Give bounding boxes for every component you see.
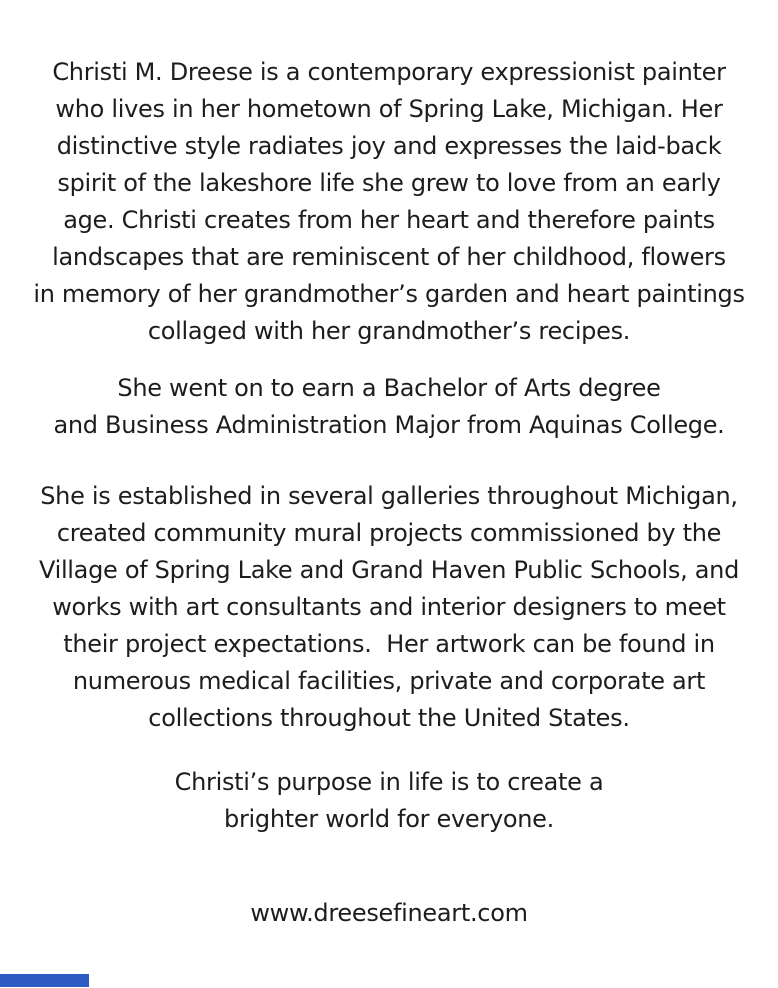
text-line: in memory of her grandmother’s garden and heart paintings [33, 280, 745, 308]
website-url: www.dreesefineart.com [250, 899, 528, 927]
text-line: brighter world for everyone. [224, 805, 554, 833]
text-line: age. Christi creates from her heart and therefore paints [63, 206, 715, 234]
bio-paragraph-education [0, 370, 778, 444]
text-line: She is established in several galleries throughout Michigan, [40, 482, 738, 510]
text-line: collaged with her grandmother’s recipes. [147, 317, 631, 345]
text-line: landscapes that are reminiscent of her childhood, flowers [52, 243, 726, 271]
text-line: distinctive style radiates joy and expresses the laid-back [56, 132, 722, 160]
text-line: works with art consultants and interior designers to meet [52, 593, 726, 621]
text-line: Christi M. Dreese is a contemporary expressionist painter [52, 58, 726, 86]
text-line: Village of Spring Lake and Grand Haven Public Schools, and [38, 556, 740, 584]
bio-paragraph-career [0, 478, 778, 737]
text-line: who lives in her hometown of Spring Lake, Michigan. Her [55, 95, 723, 123]
text-line: numerous medical facilities, private and corporate art [72, 667, 706, 695]
text-line: Christi’s purpose in life is to create a [174, 768, 604, 796]
bio-paragraph-intro [0, 54, 778, 350]
text-line: She went on to earn a Bachelor of Arts degree [117, 374, 661, 402]
text-line: and Business Administration Major from Aquinas College. [53, 411, 725, 439]
text-line: their project expectations. Her artwork can be found in [63, 630, 715, 658]
bottom-accent-bar [0, 974, 89, 987]
text-line: spirit of the lakeshore life she grew to love from an early [57, 169, 721, 197]
text-line: created community mural projects commissioned by the [56, 519, 722, 547]
text-line: collections throughout the United States. [148, 704, 630, 732]
bio-paragraph-purpose [0, 764, 778, 838]
